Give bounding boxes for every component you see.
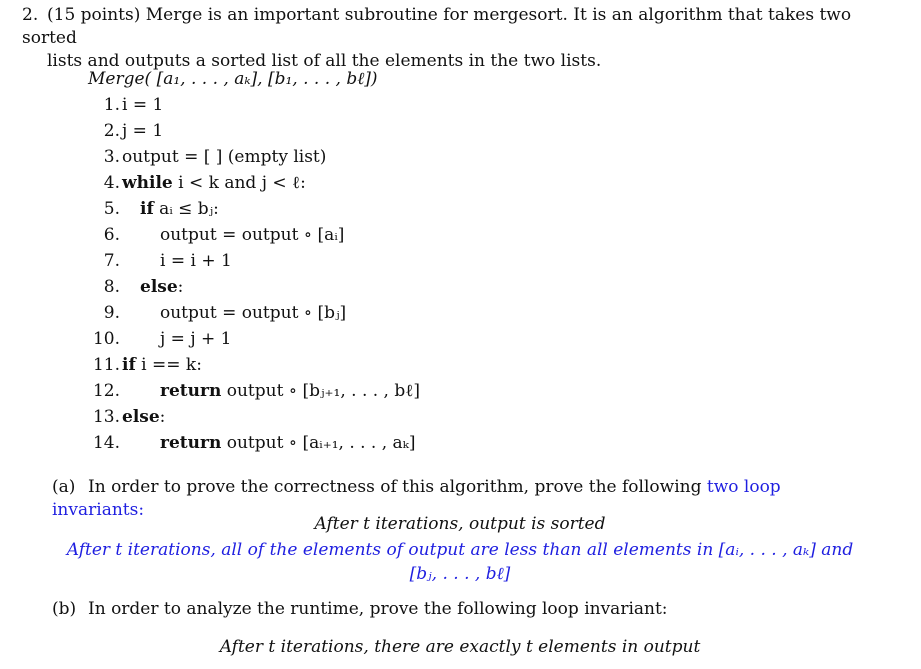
code-text: i = i + 1 bbox=[160, 251, 232, 271]
code-text: output ∘ [bⱼ₊₁, . . . , bℓ] bbox=[221, 381, 421, 401]
line-number: 5. bbox=[103, 199, 120, 219]
invariant-less-than-line-1: After t iterations, all of the elements of output are less than all elements in [aᵢ, . . . , aₖ] and bbox=[66, 540, 854, 560]
line-code bbox=[122, 118, 163, 144]
algorithm-line bbox=[88, 404, 378, 430]
line-code bbox=[160, 300, 346, 326]
line-number: 7. bbox=[103, 251, 120, 271]
invariant-less-than-line-2: [bⱼ, . . . , bℓ] bbox=[409, 564, 511, 584]
algorithm-line bbox=[88, 222, 378, 248]
line-code bbox=[122, 404, 165, 430]
part-a-label: (a) bbox=[52, 477, 76, 497]
line-code bbox=[160, 222, 344, 248]
line-number: 2. bbox=[103, 121, 120, 141]
invariant-count: After t iterations, there are exactly t elements in output bbox=[219, 637, 701, 657]
part-b bbox=[52, 598, 872, 621]
algorithm-line bbox=[88, 144, 378, 170]
code-text: output = output ∘ [bⱼ] bbox=[160, 303, 347, 323]
algorithm-lines bbox=[88, 92, 421, 456]
line-code bbox=[122, 144, 326, 170]
code-text: j = j + 1 bbox=[160, 329, 232, 349]
line-number: 12. bbox=[92, 381, 120, 401]
algorithm-line bbox=[88, 430, 416, 456]
line-number: 6. bbox=[103, 225, 120, 245]
line-number: 3. bbox=[103, 147, 120, 167]
line-code bbox=[122, 92, 163, 118]
problem-line-1 bbox=[22, 4, 882, 50]
code-text: j = 1 bbox=[122, 121, 164, 141]
part-a-highlight: two loop invariants: bbox=[52, 477, 781, 520]
algorithm-line bbox=[88, 92, 378, 118]
line-number: 13. bbox=[92, 407, 120, 427]
code-text: output ∘ [aᵢ₊₁, . . . , aₖ] bbox=[221, 433, 416, 453]
line-number: 14. bbox=[92, 433, 120, 453]
line-code bbox=[160, 248, 232, 274]
keyword: return bbox=[160, 381, 222, 401]
code-text: output = [ ] (empty list) bbox=[122, 147, 327, 167]
line-number: 9. bbox=[103, 303, 120, 323]
line-code bbox=[140, 274, 183, 300]
code-text: output = output ∘ [aᵢ] bbox=[160, 225, 345, 245]
line-number: 10. bbox=[92, 329, 120, 349]
line-code bbox=[160, 430, 416, 456]
algorithm-line bbox=[88, 196, 378, 222]
keyword: else bbox=[140, 277, 178, 297]
line-code bbox=[160, 326, 231, 352]
algorithm-line bbox=[88, 326, 378, 352]
keyword: if bbox=[140, 199, 154, 219]
algorithm-line bbox=[88, 118, 378, 144]
merge-algorithm bbox=[88, 66, 421, 456]
keyword: if bbox=[122, 355, 136, 375]
line-code bbox=[122, 352, 202, 378]
line-number: 11. bbox=[92, 355, 120, 375]
invariant-sorted: After t iterations, output is sorted bbox=[314, 514, 606, 534]
line-code bbox=[122, 170, 306, 196]
code-text: i = 1 bbox=[122, 95, 164, 115]
algorithm-line bbox=[88, 300, 378, 326]
algorithm-line bbox=[88, 170, 378, 196]
line-number: 8. bbox=[103, 277, 120, 297]
keyword: while bbox=[122, 173, 173, 193]
problem-number: 2. bbox=[22, 5, 39, 25]
line-number: 4. bbox=[103, 173, 120, 193]
algorithm-title: Merge( [a₁, . . . , aₖ], [b₁, . . . , bℓ]) bbox=[88, 69, 378, 89]
line-number: 1. bbox=[103, 95, 120, 115]
algorithm-line bbox=[88, 352, 378, 378]
keyword: else bbox=[122, 407, 160, 427]
part-a-text: In order to prove the correctness of this algorithm, prove the following bbox=[88, 477, 707, 497]
algorithm-line bbox=[88, 248, 378, 274]
algorithm-line bbox=[88, 274, 378, 300]
line-code bbox=[160, 378, 420, 404]
code-text: i < k and j < ℓ: bbox=[172, 173, 306, 193]
part-b-label: (b) bbox=[52, 599, 77, 619]
problem-statement bbox=[22, 4, 882, 73]
code-text: : bbox=[159, 407, 166, 427]
code-text: : bbox=[177, 277, 184, 297]
problem-text-2: lists and outputs a sorted list of all the elements in the two lists. bbox=[47, 51, 602, 71]
algorithm-line bbox=[88, 378, 421, 404]
problem-text-1: (15 points) Merge is an important subroutine for mergesort. It is an algorithm that takes two sorted bbox=[22, 5, 852, 48]
line-code bbox=[140, 196, 219, 222]
keyword: return bbox=[160, 433, 222, 453]
code-text: i == k: bbox=[135, 355, 202, 375]
part-b-text: In order to analyze the runtime, prove the following loop invariant: bbox=[88, 599, 668, 619]
code-text: aᵢ ≤ bⱼ: bbox=[153, 199, 219, 219]
